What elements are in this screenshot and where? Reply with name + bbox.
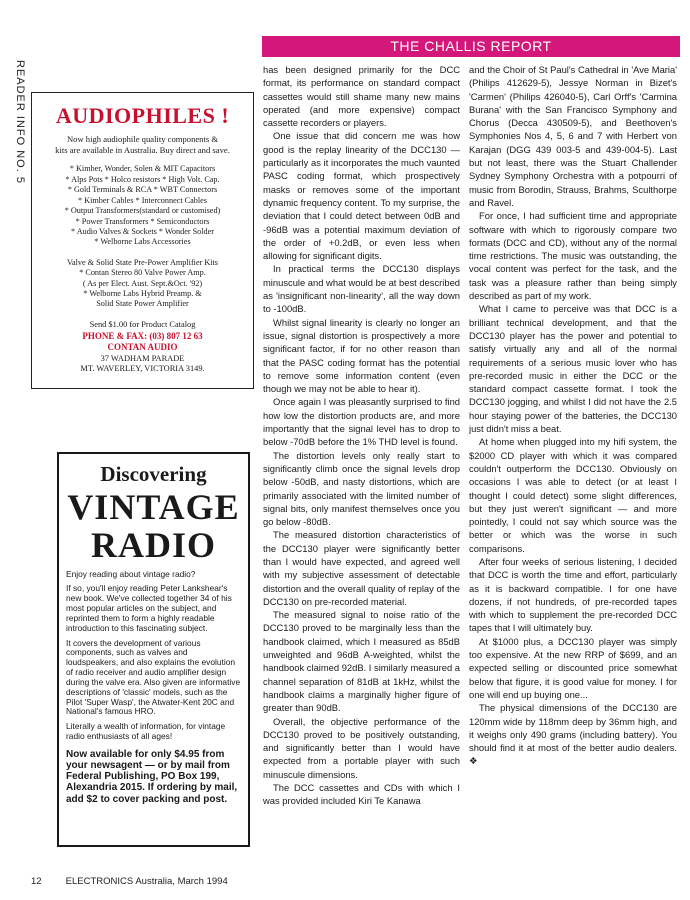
article-column-1: [263, 63, 460, 855]
page-number: 12: [31, 876, 42, 887]
kit-item: * Contan Stereo 80 Valve Power Amp.: [79, 268, 206, 278]
phone-fax: PHONE & FAX: (03) 807 12 63: [82, 330, 203, 341]
component-item: * Kimber, Wonder, Solen & MIT Capacitors: [69, 164, 216, 174]
page-footer: [31, 876, 631, 887]
ad-contact: [38, 320, 247, 375]
company-name: CONTAN AUDIO: [107, 342, 178, 353]
article-paragraph: The distortion levels only really start to significantly climb once the signal levels drop below -50dB, and nasty distortions, which are primarily associated with the limited number of signal bits, only manifest themselves once you go below -80dB.: [263, 449, 460, 528]
article-paragraph: The measured signal to noise ratio of the DCC130 proved to be marginally less than the handbook claimed, which I measured as 85dB unweighted and 96dB A-weighted, whilst the handbook claimed 92dB. I similarly measured a channel separation of 81dB at 1kHz, whilst the handbook claims a marginally higher figure of greater than 90dB.: [263, 609, 460, 714]
ad-intro-line: kits are available in Australia. Buy direct and save.: [55, 144, 230, 155]
kit-item: Solid State Power Amplifier: [96, 299, 189, 309]
article-paragraph: At home when plugged into my hifi system, the $2000 CD player with which it was compared couldn't outperform the DCC130. Obviously on occasions I was able to detect (or at least I thought I could detect) some slight differences, but they just weren't significant — and more pointedly, I could not say which source was the better or which was the worse in such comparisons.: [469, 436, 677, 554]
component-item: * Output Transformers(standard or customised): [64, 206, 221, 216]
ad-heading-vintage: VINTAGE: [67, 487, 240, 527]
component-item: * Welborne Labs Accessories: [94, 237, 191, 247]
component-item: * Power Transformers * Semiconductors: [75, 216, 210, 226]
ad-intro-line: Now high audiophile quality components &: [66, 134, 219, 144]
article-paragraph: What I came to perceive was that DCC is a brilliant technical development, and that the DCC130 player has the power and potential to satisfy virtually any and all of the normal requirements of a serious music lover who has pre-recorded music in either the DCC or the standard compact cassette format. I took the DCC130 jogging, and whilst I did not have the 2.5 hour staying power of the batteries, the DCC130 just didn't miss a beat.: [469, 303, 677, 435]
catalog-offer: Send $1.00 for Product Catalog: [89, 319, 196, 329]
ad-intro: [38, 134, 247, 155]
ad-heading-radio: RADIO: [90, 524, 216, 565]
article-column-2: [469, 63, 677, 855]
article-paragraph: The physical dimensions of the DCC130 are 120mm wide by 118mm deep by 36mm high, and it weighs only 490 grams (including battery). You should find it at most of the better audio dealers. ❖: [469, 702, 677, 767]
ad-paragraph: It covers the development of various components, such as valves and loudspeakers, and also explains the evolution of radio receiver and audio amplifier design during the valve era. Also given are informative descriptions of 'classic' models, such as the Pilot 'Super Wasp', the Atwater-Kent 20C and National's famous HRO.: [66, 637, 241, 717]
article-header: THE CHALLIS REPORT: [262, 36, 680, 57]
reader-info-label: READER INFO NO. 5: [14, 60, 26, 184]
article-paragraph: Overall, the objective performance of the DCC130 proved to be positively outstanding, and significantly better than I would have expected from a portable player with such minuscule dimensions.: [263, 715, 460, 780]
component-item: * Gold Terminals & RCA * WBT Connectors: [67, 185, 218, 195]
article-paragraph: After four weeks of serious listening, I decided that DCC is worth the time and effort, particularly as it is backward compatible. I for one have dozens, if not hundreds, of pre-recorded tapes with which to supplement the pre-recorded DCC tapes that I will ultimately buy.: [469, 555, 677, 634]
ad-heading-discovering: Discovering: [100, 462, 207, 486]
kit-item: * Welborne Labs Hybrid Preamp. &: [83, 288, 202, 298]
article-paragraph: Once again I was pleasantly surprised to find how low the distortion products are, and more importantly that the signal level has to drop to below -70dB before the 1% THD level is found.: [263, 396, 460, 448]
publication-name: ELECTRONICS Australia, March 1994: [65, 876, 228, 887]
article-paragraph: One issue that did concern me was how good is the replay linearity of the DCC130 — particularly as it incorporates the much vaunted PASC coding format, which prospectively masks or removes some of the important dynamic frequency content. To my surprise, the deviation that I could detect between 0dB and -96dB was a potential maximum deviation of the order of +0.2dB, or even less when allowing for significant digits.: [263, 130, 460, 262]
audiophiles-ad: [31, 92, 254, 389]
component-item: * Alps Pots * Holco resistors * High Volt. Cap.: [65, 174, 220, 184]
ad-paragraph: Literally a wealth of information, for vintage radio enthusiasts of all ages!: [66, 721, 226, 742]
kit-item: ( As per Elect. Aust. Sept.&Oct. '92): [82, 278, 203, 288]
kits-list: [38, 258, 247, 310]
address-line: MT. WAVERLEY, VICTORIA 3149.: [80, 364, 205, 374]
article-paragraph: The measured distortion characteristics of the DCC130 player were significantly better than I would have expected, and agreed well with my subjective assessment of detectable distortion and the overall quality of replay of the DCC130 on pre-recorded material.: [263, 529, 460, 607]
component-item: * Kimber Cables * Interconnect Cables: [78, 195, 207, 205]
ad-title: AUDIOPHILES !: [55, 103, 230, 128]
article-paragraph: At $1000 plus, a DCC130 player was simply too expensive. At the new RRP of $699, and an expected selling or discounted price somewhat below that figure, it is good value for money. I for one will end up buying one...: [469, 635, 677, 700]
ad-paragraph: Enjoy reading about vintage radio?: [66, 568, 196, 579]
ad-paragraph: If so, you'll enjoy reading Peter Lankshear's new book. We've collected together 34 of his most popular articles on the subject, and reprinted them to form a highly readable introduction to this fascinating subject.: [66, 583, 232, 633]
ad-offer: Now available for only $4.95 from your newsagent — or by mail from Federal Publishing, PO Box 199, Alexandria 2015. If ordering by mail, add $2 to cover packing and post.: [66, 748, 238, 805]
vintage-radio-ad: [57, 452, 250, 847]
article-paragraph: In practical terms the DCC130 displays minuscule and what would be at best described as 'insignificant non-linearity', all the way down to -100dB.: [263, 263, 460, 315]
component-item: * Audio Valves & Sockets * Wonder Solder: [71, 226, 214, 236]
article-paragraph: Whilst signal linearity is clearly no longer an issue, signal distortion is prospectively a more significant factor, if for no other reason than that the PASC coding format has the potential to remove some information content (even though we may not be able to hear it).: [263, 316, 460, 395]
article-paragraph: and the Choir of St Paul's Cathedral in 'Ave Maria' (Philips 412629-5), Jessye Norman in Bizet's 'Carmen' (Philips 426040-5), Carl Orff's 'Carmina Burana' with the San Francisco Symphony and Chorus (Decca 430509-5), and Beethoven's Symphonies Nos 4, 5, 6 and 7 with Herbert von Karajan (DGG 439 003-5 and 439-004-5). Last but not least, there was the Stuart Challender Sydney Symphony Orchestra with a potpourri of music from Borodin, Strauss, Brahms, Sculthorpe and Ravel.: [469, 64, 677, 208]
component-list: [38, 164, 247, 247]
article-paragraph: The DCC cassettes and CDs with which I was provided included Kiri Te Kanawa: [263, 782, 460, 807]
article-paragraph: For once, I had sufficient time and appropriate software with which to rigorously compare two formats (DCC and CD), without any of the normal time restrictions. The music was outstanding, the vocal content was perfect for the task, and the task was a pleasure rather than being simply described as part of my work.: [469, 210, 677, 302]
address-line: 37 WADHAM PARADE: [100, 353, 185, 363]
article-paragraph: has been designed primarily for the DCC format, its performance on standard compact cassettes would still shame many new mains operated (and more expensive) compact cassette recorders or players.: [263, 64, 460, 129]
kit-item: Valve & Solid State Pre-Power Amplifier Kits: [67, 257, 218, 267]
